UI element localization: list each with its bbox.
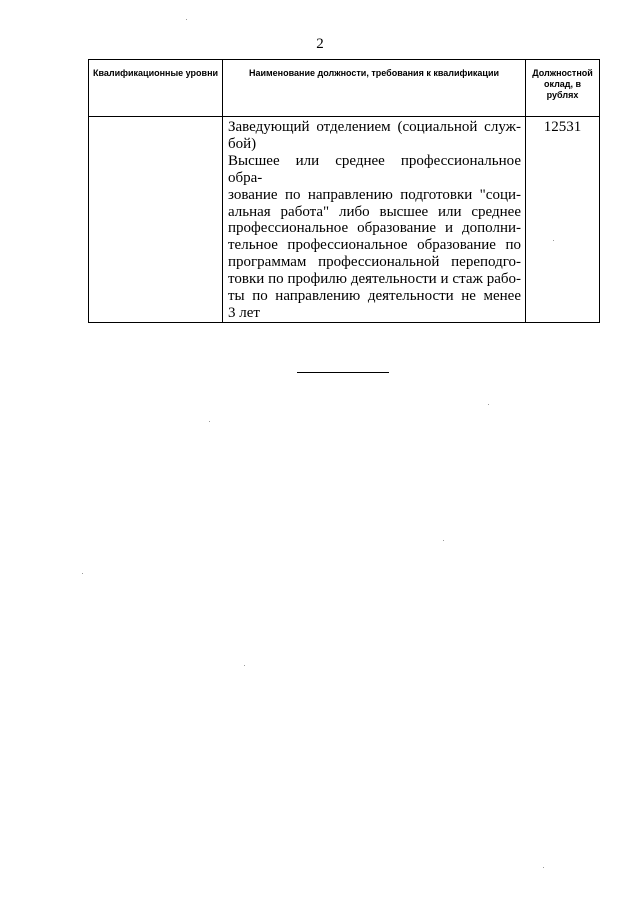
- scan-speck: [488, 404, 489, 405]
- scan-speck: [443, 540, 444, 541]
- position-line: бой): [228, 135, 257, 152]
- salary-table: [88, 59, 600, 323]
- position-line: Заведующий отделением (социальной служ-: [228, 119, 521, 135]
- table-header-row: [89, 60, 600, 117]
- position-line: ты по направлению деятельности не менее: [228, 288, 521, 305]
- scan-speck: [209, 421, 210, 422]
- position-line: Высшее или среднее профессиональное обра-: [228, 152, 521, 186]
- position-line: тельное профессиональное образование по: [228, 237, 521, 254]
- position-line: зование по направлению подготовки "соци-: [228, 186, 521, 203]
- scan-speck: [244, 665, 245, 666]
- header-position-requirements: Наименование должности, требования к квалификации: [223, 60, 526, 117]
- page-number: 2: [316, 36, 324, 52]
- position-line: профессиональное образование и дополни-: [228, 220, 521, 237]
- header-salary: Должностной оклад, в рублях: [526, 60, 600, 117]
- scan-speck: [186, 19, 187, 20]
- position-line: программам профессиональной переподго-: [228, 254, 521, 271]
- document-end-rule: [297, 372, 389, 373]
- table-row: [89, 117, 600, 323]
- salary-cell: 12531: [526, 117, 600, 323]
- scan-speck: [82, 573, 83, 574]
- qualification-level-cell: [89, 117, 223, 323]
- scan-speck: [543, 867, 544, 868]
- header-qualification-levels: Квалификационные уровни: [89, 60, 223, 117]
- position-line: 3 лет: [228, 304, 260, 321]
- position-line: альная работа" либо высшее или среднее: [228, 203, 521, 220]
- position-line: товки по профилю деятельности и стаж рабо-: [228, 271, 521, 288]
- scan-speck: [553, 240, 554, 241]
- position-requirements-cell: [223, 117, 526, 323]
